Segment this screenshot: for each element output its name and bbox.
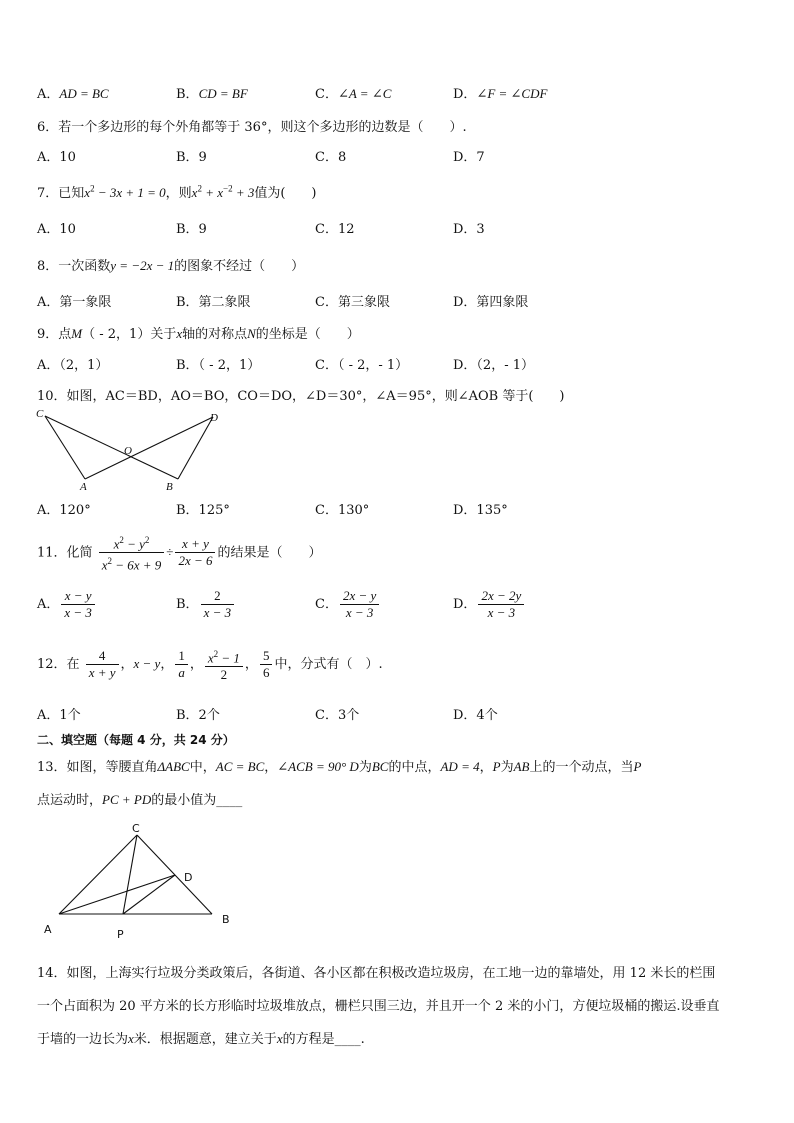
- segment-cb: [137, 835, 212, 914]
- q11-option-d[interactable]: D． $\frac{2x - 2y}{x - 3}$: [453, 588, 526, 621]
- line-a-d: [85, 417, 213, 479]
- q5-option-b[interactable]: B．CD = BF: [176, 86, 248, 102]
- q10-option-b[interactable]: B．125°: [176, 503, 230, 518]
- label-a: A: [44, 923, 52, 936]
- q11-option-b[interactable]: B． $\frac{2}{x - 3}$: [176, 588, 236, 621]
- q11-option-a[interactable]: A． $\frac{x - y}{x - 3}$: [37, 588, 97, 621]
- q10-figure: [30, 404, 230, 494]
- q7-option-c[interactable]: C．12: [315, 222, 355, 237]
- q10-stem: 10．如图，AC＝BD，AO＝BO，CO＝DO，∠D＝30°，∠A＝95°，则∠AOB 等于( ): [37, 389, 565, 404]
- q8-stem: 8．一次函数y = −2x − 1的图象不经过（ ）: [37, 258, 305, 274]
- q12-option-b[interactable]: B．2个: [176, 708, 220, 723]
- q12-stem: 12．在 $\frac{4}{x + y}$ ，x − y， $\frac{1}{a}$ ， $\frac{x^2 - 1}{2}$ ， $\frac{5}{6}$ 中，分式有（ ）.: [37, 646, 383, 683]
- q7-option-a[interactable]: A．10: [37, 222, 76, 237]
- q6-option-d[interactable]: D．7: [453, 150, 485, 165]
- q7-equation: $x^2 - 3x + 1 = 0$: [84, 183, 166, 200]
- q9-option-b[interactable]: B．（ - 2，1）: [176, 358, 261, 373]
- q8-option-c[interactable]: C．第三象限: [315, 295, 390, 310]
- q8-function: y = −2x − 1: [110, 258, 175, 273]
- q9-option-d[interactable]: D．（2，- 1）: [453, 358, 534, 373]
- segment-ad: [59, 875, 175, 914]
- label-p: P: [117, 928, 124, 941]
- segment-pd: [123, 875, 175, 914]
- q13-line-1: 13．如图，等腰直角ΔABC中，AC = BC，∠ACB = 90° D为BC的中点，AD = 4，P为AB上的一个动点，当P: [37, 759, 642, 775]
- q10-option-d[interactable]: D．135°: [453, 503, 508, 518]
- q7-option-d[interactable]: D．3: [453, 222, 485, 237]
- q11-fraction-1: $\frac{x^2 - y^2}{x^2 - 6x + 9}$: [99, 532, 165, 574]
- q7-option-b[interactable]: B．9: [176, 222, 207, 237]
- q8-option-a[interactable]: A．第一象限: [37, 295, 112, 310]
- q6-option-a[interactable]: A．10: [37, 150, 76, 165]
- q7-stem: 7．已知$x^2 - 3x + 1 = 0$，则$x^2 + x^{-2} + 3$值为( ): [37, 183, 317, 201]
- section-2-heading: 二、填空题（每题 4 分，共 24 分）: [37, 733, 235, 747]
- q12-option-c[interactable]: C．3个: [315, 708, 360, 723]
- q10-option-a[interactable]: A．120°: [37, 503, 91, 518]
- q8-option-d[interactable]: D．第四象限: [453, 295, 529, 310]
- q10-option-c[interactable]: C．130°: [315, 503, 370, 518]
- q13-line-2: 点运动时，PC + PD的最小值为____: [37, 792, 243, 808]
- label-c: C: [36, 408, 44, 420]
- q5-option-a[interactable]: A．AD = BC: [37, 86, 109, 102]
- q11-fraction-2: $\frac{x + y}{2x - 6}$: [175, 536, 215, 569]
- q6-option-c[interactable]: C．8: [315, 150, 347, 165]
- line-b-d: [178, 417, 213, 479]
- q8-option-b[interactable]: B．第二象限: [176, 295, 251, 310]
- q14-line-1: 14．如图，上海实行垃圾分类政策后，各街道、各小区都在积极改造垃圾房，在工地一边的靠墙处，用 12 米长的栏围: [37, 966, 716, 981]
- label-b: B: [166, 481, 173, 493]
- label-d: D: [210, 412, 218, 424]
- q13-figure: [38, 820, 238, 945]
- label-o: O: [124, 445, 132, 457]
- q9-option-c[interactable]: C．（ - 2，- 1）: [315, 358, 409, 373]
- label-b: B: [222, 913, 230, 926]
- q6-option-b[interactable]: B．9: [176, 150, 207, 165]
- q7-expression: $x^2 + x^{-2} + 3$: [191, 183, 255, 200]
- label-a: A: [80, 481, 87, 493]
- q9-option-a[interactable]: A．（2，1）: [37, 358, 109, 373]
- q11-stem: 11．化简 $\frac{x^2 - y^2}{x^2 - 6x + 9}$ ÷ $\frac{x + y}{2x - 6}$ 的结果是（ ）: [37, 532, 322, 574]
- q5-option-d[interactable]: D．∠F = ∠CDF: [453, 86, 548, 102]
- q9-stem: 9．点M（ - 2，1）关于x轴的对称点N的坐标是（ ）: [37, 326, 360, 342]
- q12-option-a[interactable]: A．1个: [37, 708, 81, 723]
- q11-option-c[interactable]: C． $\frac{2x - y}{x - 3}$: [315, 588, 381, 621]
- q14-line-2: 一个占面积为 20 平方米的长方形临时垃圾堆放点，栅栏只围三边，并且开一个 2 米的小门，方便垃圾桶的搬运.设垂直: [37, 999, 720, 1014]
- label-d: D: [184, 871, 193, 884]
- q6-stem: 6．若一个多边形的每个外角都等于 36°，则这个多边形的边数是（ ）.: [37, 120, 467, 135]
- q12-option-d[interactable]: D．4个: [453, 708, 498, 723]
- q14-line-3: 于墙的一边长为x米．根据题意，建立关于x的方程是____.: [37, 1031, 365, 1047]
- label-c: C: [132, 822, 140, 835]
- q5-option-c[interactable]: C．∠A = ∠C: [315, 86, 392, 102]
